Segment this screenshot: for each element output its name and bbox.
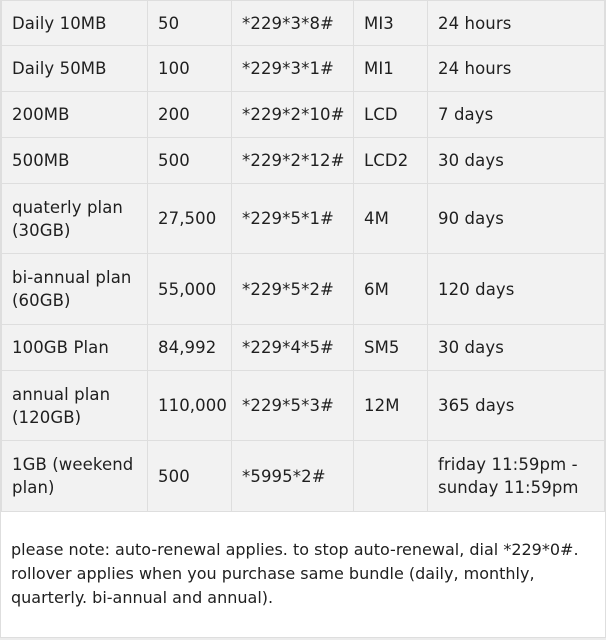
validity-cell: 30 days <box>428 138 605 184</box>
sms-keyword-cell: MI1 <box>354 46 428 92</box>
price-cell: 55,000 <box>148 254 232 325</box>
validity-cell: 90 days <box>428 184 605 254</box>
validity-cell: 120 days <box>428 254 605 325</box>
sms-keyword-cell <box>354 441 428 512</box>
note-text: please note: auto-renewal applies. to stop auto-renewal, dial *229*0#. rollover applies when you purchase same bundle (daily, monthly, quarterly. bi-annual and annual). <box>11 540 579 607</box>
plan-name-cell: 500MB <box>2 138 148 184</box>
sms-keyword-cell: 6M <box>354 254 428 325</box>
plan-name-cell: annual plan (120GB) <box>2 371 148 441</box>
price-cell: 100 <box>148 46 232 92</box>
ussd-code-cell: *229*5*2# <box>232 254 354 325</box>
sms-keyword-cell: SM5 <box>354 325 428 371</box>
price-cell: 110,000 <box>148 371 232 441</box>
price-cell: 27,500 <box>148 184 232 254</box>
ussd-code-cell: *229*3*8# <box>232 1 354 46</box>
validity-cell: 24 hours <box>428 46 605 92</box>
plan-name-cell: Daily 50MB <box>2 46 148 92</box>
validity-cell: 24 hours <box>428 1 605 46</box>
plan-name-cell: 200MB <box>2 92 148 138</box>
table-row <box>2 184 605 254</box>
validity-cell: 365 days <box>428 371 605 441</box>
plan-name-cell: 1GB (weekend plan) <box>2 441 148 512</box>
sms-keyword-cell: LCD2 <box>354 138 428 184</box>
validity-cell: friday 11:59pm - sunday 11:59pm <box>428 441 605 512</box>
sms-keyword-cell: MI3 <box>354 1 428 46</box>
auto-renewal-note <box>0 512 606 638</box>
table-row <box>2 325 605 371</box>
ussd-code-cell: *229*5*1# <box>232 184 354 254</box>
price-cell: 50 <box>148 1 232 46</box>
table-row <box>2 441 605 512</box>
ussd-code-cell: *5995*2# <box>232 441 354 512</box>
table-row <box>2 254 605 325</box>
plan-name-cell: bi-annual plan (60GB) <box>2 254 148 325</box>
table-row <box>2 46 605 92</box>
ussd-code-cell: *229*2*12# <box>232 138 354 184</box>
table-row <box>2 1 605 46</box>
ussd-code-cell: *229*3*1# <box>232 46 354 92</box>
table-row <box>2 92 605 138</box>
sms-keyword-cell: 4M <box>354 184 428 254</box>
price-cell: 500 <box>148 138 232 184</box>
sms-keyword-cell: LCD <box>354 92 428 138</box>
price-cell: 84,992 <box>148 325 232 371</box>
sms-keyword-cell: 12M <box>354 371 428 441</box>
table-row <box>2 138 605 184</box>
plan-name-cell: 100GB Plan <box>2 325 148 371</box>
table-row <box>2 371 605 441</box>
plan-name-cell: quaterly plan (30GB) <box>2 184 148 254</box>
validity-cell: 30 days <box>428 325 605 371</box>
data-plans-table <box>1 0 605 512</box>
price-cell: 500 <box>148 441 232 512</box>
validity-cell: 7 days <box>428 92 605 138</box>
ussd-code-cell: *229*2*10# <box>232 92 354 138</box>
ussd-code-cell: *229*4*5# <box>232 325 354 371</box>
price-cell: 200 <box>148 92 232 138</box>
plan-name-cell: Daily 10MB <box>2 1 148 46</box>
ussd-code-cell: *229*5*3# <box>232 371 354 441</box>
